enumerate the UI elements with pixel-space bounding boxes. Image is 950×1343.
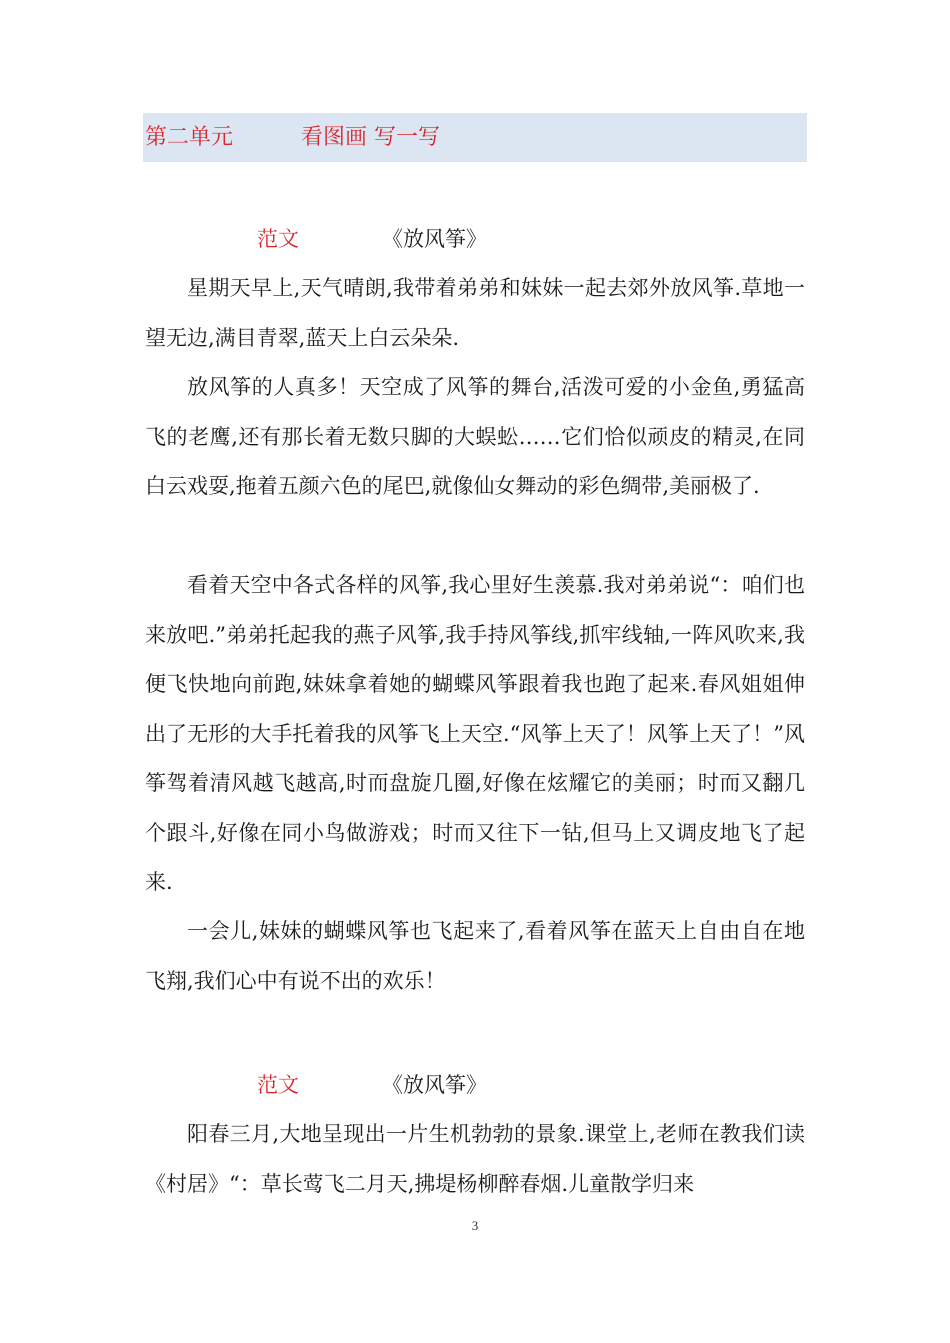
unit-title: 看图画 写一写 (301, 125, 440, 150)
essay-paragraph: 放风筝的人真多！天空成了风筝的舞台,活泼可爱的小金鱼,勇猛高飞的老鹰,还有那长着无数只脚的大蜈蚣……它们恰似顽皮的精灵,在同白云戏耍,拖着五颜六色的尾巴,就像仙女舞动的彩色绸带,美丽极了. (145, 375, 805, 498)
essay-paragraph: 一会儿,妹妹的蝴蝶风筝也飞起来了,看着风筝在蓝天上自由自在地飞翔,我们心中有说不出的欢乐！ (145, 919, 805, 993)
essay-paragraph: 阳春三月,大地呈现出一片生机勃勃的景象.课堂上,老师在教我们读《村居》“：草长莺飞二月天,拂堤杨柳醉春烟.儿童散学归来 (145, 1122, 805, 1196)
essay-heading (0, 225, 950, 255)
essay-title: 《放风筝》 (382, 1073, 487, 1097)
page-number: 3 (471, 1218, 479, 1233)
essay-label: 范文 (257, 1073, 299, 1097)
essay-label: 范文 (257, 227, 299, 251)
essay-title: 《放风筝》 (382, 227, 487, 251)
unit-label: 第二单元 (145, 125, 234, 150)
essay-paragraph: 星期天早上,天气晴朗,我带着弟弟和妹妹一起去郊外放风筝.草地一望无边,满目青翠,蓝天上白云朵朵. (145, 276, 805, 350)
essay-heading (0, 1071, 950, 1101)
essay-paragraph: 看着天空中各式各样的风筝,我心里好生羡慕.我对弟弟说“：咱们也来放吧.”弟弟托起我的燕子风筝,我手持风筝线,抓牢线轴,一阵风吹来,我便飞快地向前跑,妹妹拿着她的蝴蝶风筝跟着我也跑了起来.春风姐姐伸出了无形的大手托着我的风筝飞上天空.“风筝上天了！风筝上天了！”风筝驾着清风越飞越高,时而盘旋几圈,好像在炫耀它的美丽；时而又翻几个跟斗,好像在同小鸟做游戏；时而又往下一钻,但马上又调皮地飞了起来. (145, 573, 805, 894)
unit-header-banner (143, 113, 807, 162)
